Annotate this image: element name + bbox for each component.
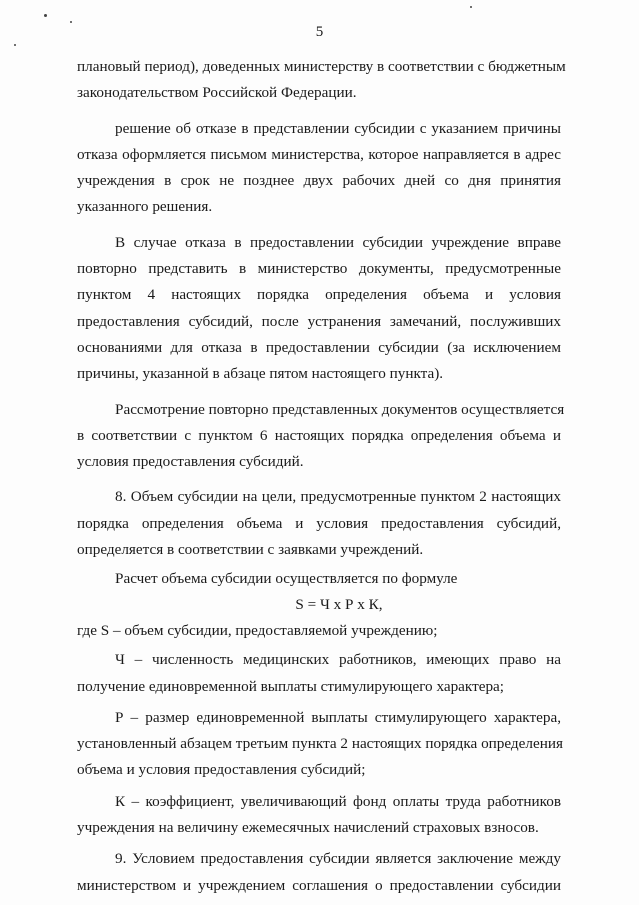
paragraph (77, 397, 565, 476)
text-line: плановый период), доведенных министерству в соответствии с бюджетным (77, 58, 566, 75)
text-line: определяется в соответствии с заявками учреждений. (77, 541, 424, 559)
text-line: отказа оформляется письмом министерства, которое направляется в адрес (77, 145, 561, 163)
text-line: предоставления субсидий, после устранения замечаний, послуживших (77, 312, 561, 330)
scan-speck (44, 14, 47, 17)
text-line: где S – объем субсидии, предоставляемой учреждению; (77, 621, 438, 639)
text-line: учреждения на величину ежемесячных начислений страховых взносов. (77, 819, 539, 837)
text-line: указанного решения. (77, 198, 213, 216)
paragraph (77, 846, 561, 899)
text-line: Р – размер единовременной выплаты стимулирующего характера, (115, 708, 561, 726)
document-body (77, 54, 566, 899)
paragraph (77, 54, 566, 107)
text-line: Ч – численность медицинских работников, имеющих право на (115, 651, 561, 669)
text-line: К – коэффициент, увеличивающий фонд оплаты труда работников (115, 792, 561, 810)
text-line: порядка определения объема и условия предоставления субсидий, (77, 514, 561, 532)
scan-speck (14, 44, 16, 46)
text-line: Рассмотрение повторно представленных документов осуществляется (115, 400, 565, 418)
text-line: 9. Условием предоставления субсидии является заключение между (115, 850, 561, 868)
text-line: учреждения в срок не позднее двух рабочих дней со дня принятия (77, 172, 561, 190)
formula (77, 592, 561, 618)
text-line: установленный абзацем третьим пункта 2 настоящих порядка определения (77, 735, 563, 753)
text-line: 8. Объем субсидии на цели, предусмотренные пунктом 2 настоящих (115, 488, 561, 506)
text-line: основаниями для отказа в предоставлении субсидии (за исключением (77, 338, 561, 356)
definition (77, 647, 561, 700)
text-line: министерством и учреждением соглашения о предоставлении субсидии (77, 876, 561, 894)
definition (77, 789, 561, 842)
text-line: в соответствии с пунктом 6 настоящих порядка определения объема и (77, 426, 561, 444)
text-line: получение единовременной выплаты стимулирующего характера; (77, 677, 505, 695)
text-line: В случае отказа в предоставлении субсидии учреждение вправе (115, 233, 561, 251)
scan-speck (70, 21, 72, 23)
text-line: решение об отказе в представлении субсидии с указанием причины (115, 119, 561, 137)
definition (77, 618, 561, 644)
paragraph (77, 484, 561, 563)
text-line: объема и условия предоставления субсидий; (77, 761, 366, 779)
paragraph (77, 566, 561, 592)
formula-text: S = Ч х Р х К, (295, 595, 383, 613)
page-number: 5 (315, 24, 324, 40)
text-line: законодательством Российской Федерации. (77, 84, 357, 102)
paragraph (77, 230, 561, 388)
paragraph (77, 116, 561, 221)
text-line: условия предоставления субсидий. (77, 453, 304, 471)
text-line: повторно представить в министерство документы, предусмотренные (77, 260, 561, 278)
scan-speck (470, 6, 472, 8)
text-line: пунктом 4 настоящих порядка определения объема и условия (77, 286, 561, 304)
text-line: причины, указанной в абзаце пятом настоящего пункта). (77, 365, 444, 383)
definition (77, 705, 561, 784)
text-line: Расчет объема субсидии осуществляется по формуле (115, 570, 458, 588)
